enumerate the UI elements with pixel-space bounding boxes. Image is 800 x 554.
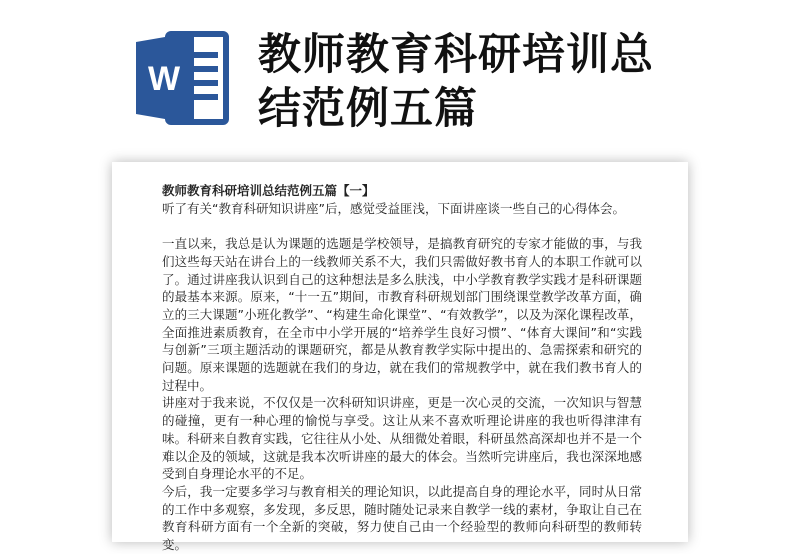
blank-line [162,217,642,235]
document-body [162,182,642,554]
paragraph: 讲座对于我来说，不仅仅是一次科研知识讲座，更是一次心灵的交流，一次知识与智慧的碰撞，更有一种心理的愉悦与享受。这让从来不喜欢听理论讲座的我也听得津津有味。科研来自教育实践，它往往从小处、从细微处着眼，科研虽然高深却也并不是一个难以企及的领域，这就是我本次听讲座的最大的体会。当然听完讲座后，我也深深地感受到自身理论水平的不足。 [162,395,642,482]
paragraph: 今后，我一定要多学习与教育相关的理论知识，以此提高自身的理论水平，同时从日常的工作中多观察，多发现，多反思，随时随处记录来自教学一线的素材，争取让自己在教育科研方面有一个全新的突破，努力使自己由一个经验型的教师向科研型的教师转变。 [162,483,642,553]
page-header [0,0,800,160]
word-document-icon [132,28,232,128]
word-icon-letter: W [147,60,181,98]
paragraph: 听了有关“教育科研知识讲座”后，感觉受益匪浅，下面讲座谈一些自己的心得体会。 [162,200,625,216]
page-title: 教师教育科研培训总结范例五篇 [258,30,654,134]
paragraph: 一直以来，我总是认为课题的选题是学校领导，是搞教育研究的专家才能做的事，与我们这些每天站在讲台上的一线教师关系不大，我们只需做好教书育人的本职工作就可以了。通过讲座我认识到自己的这种想法是多么肤浅，中小学教育教学实践才是科研课题的最基本来源。原来，“十一五”期间，市教育科研规划部门围绕课堂教学改革方面，确立的三大课题”小班化教学”、“构建生命化课堂”、“有效教学”，以及为深化课程改革，全面推进素质教育，在全市中小学开展的“培养学生良好习惯”、“体育大课间”和“实践与创新”三项主题活动的课题研究，都是从教育教学实际中提出的、急需探索和研究的问题。原来课题的选题就在我们的身边，就在我们的常规教学中，就在我们教书育人的过程中。 [162,236,642,393]
document-page [112,162,688,553]
document-heading: 教师教育科研培训总结范例五篇【一】 [162,183,375,198]
